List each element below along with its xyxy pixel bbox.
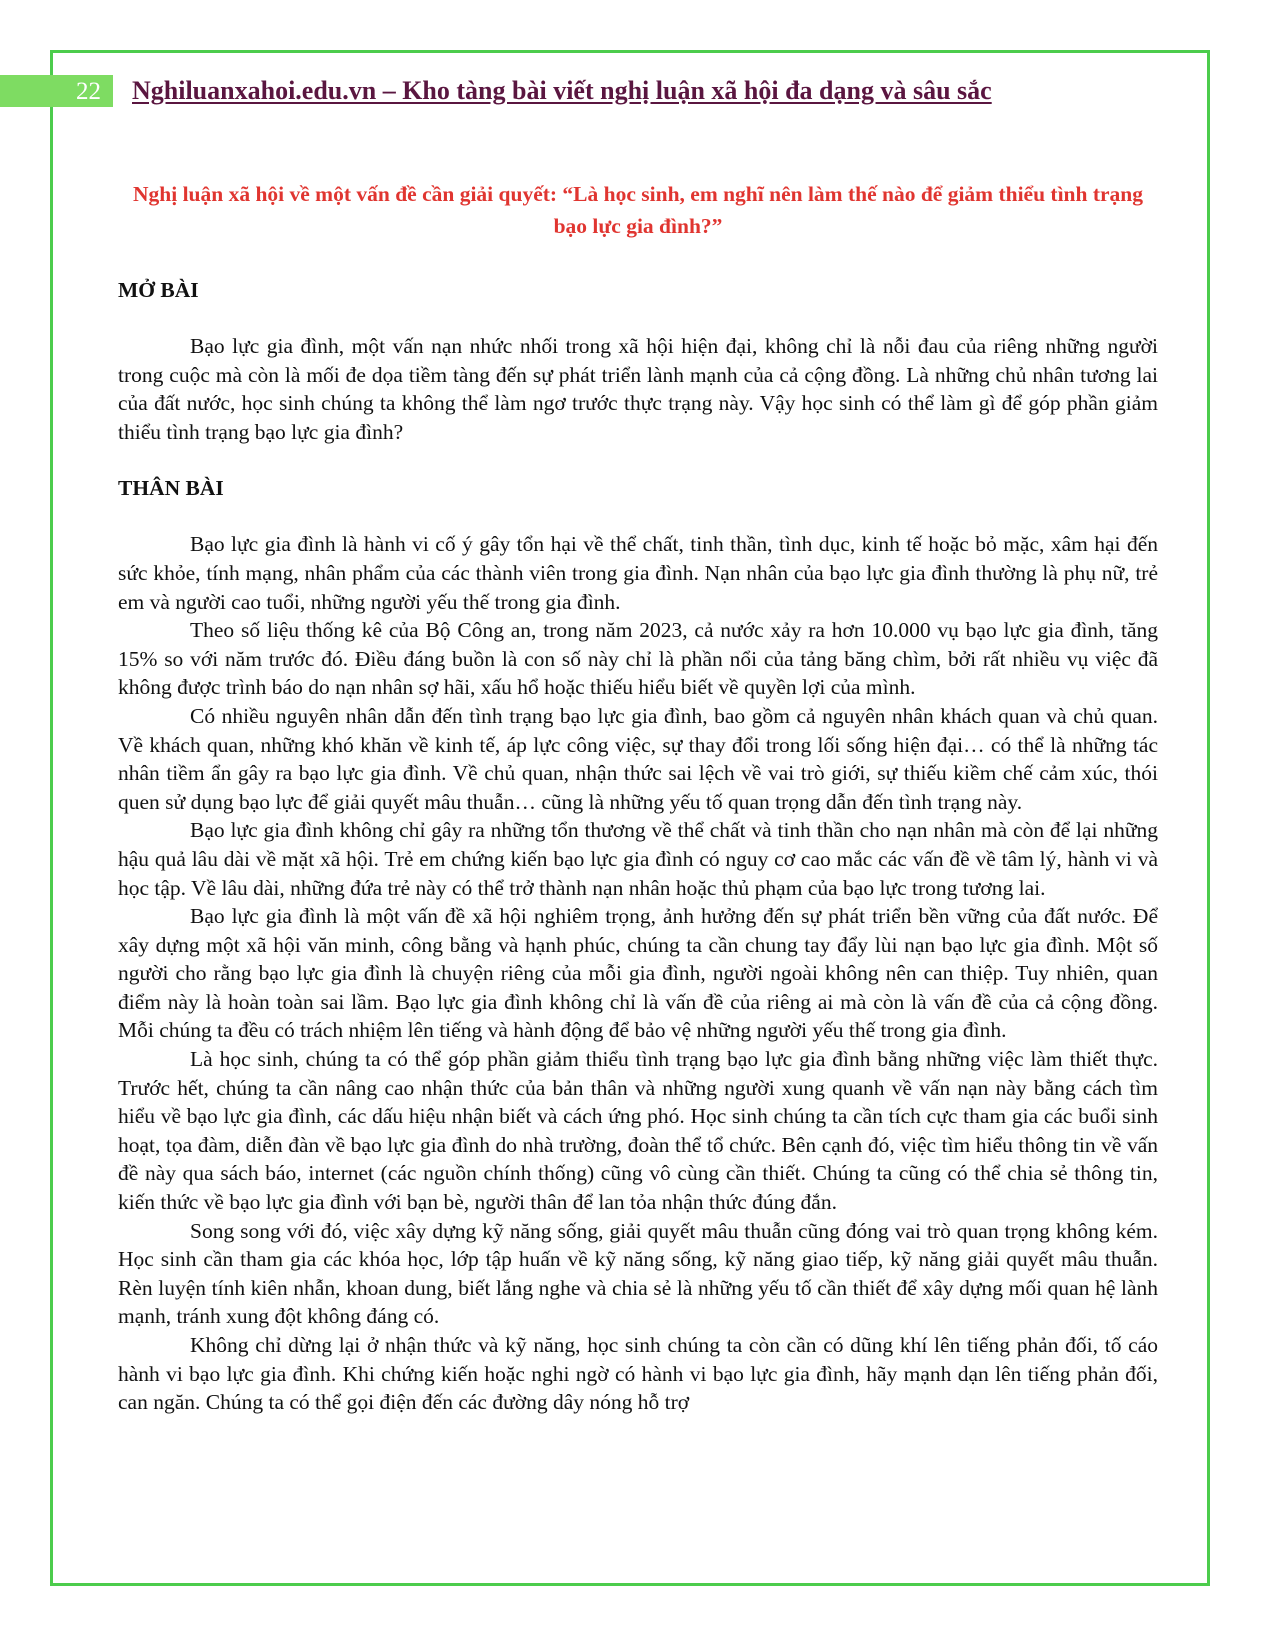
paragraph: Bạo lực gia đình là một vấn đề xã hội nghiêm trọng, ảnh hưởng đến sự phát triển bền vững của đất nước. Để xây dựng một xã hội văn minh, công bằng và hạnh phúc, chúng ta cần chung tay đẩy lùi nạn bạo lực gia đình. Một số người cho rằng bạo lực gia đình là chuyện riêng của mỗi gia đình, người ngoài không nên can thiệp. Tuy nhiên, quan điểm này là hoàn toàn sai lầm. Bạo lực gia đình không chỉ là vấn đề của riêng ai mà còn là vấn đề của cả cộng đồng. Mỗi chúng ta đều có trách nhiệm lên tiếng và hành động để bảo vệ những người yếu thế trong gia đình. — [118, 904, 1158, 1043]
document-title: Nghị luận xã hội về một vấn đề cần giải quyết: “Là học sinh, em nghĩ nên làm thế nào để giảm thiểu tình trạng bạo lực gia đình?” — [132, 182, 1144, 238]
paragraph: Song song với đó, việc xây dựng kỹ năng sống, giải quyết mâu thuẫn cũng đóng vai trò quan trọng không kém. Học sinh cần tham gia các khóa học, lớp tập huấn về kỹ năng sống, kỹ năng giao tiếp, kỹ năng giải quyết mâu thuẫn. Rèn luyện tính kiên nhẫn, khoan dung, biết lắng nghe và chia sẻ là những yếu tố cần thiết để xây dựng mối quan hệ lành mạnh, tránh xung đột không đáng có. — [118, 1218, 1158, 1329]
section-heading-body: THÂN BÀI — [118, 476, 224, 501]
page-number: 22 — [76, 77, 101, 105]
paragraph: Theo số liệu thống kê của Bộ Công an, trong năm 2023, cả nước xảy ra hơn 10.000 vụ bạo lực gia đình, tăng 15% so với năm trước đó. Điều đáng buồn là con số này chỉ là phần nổi của tảng băng chìm, bởi rất nhiều vụ việc đã không được trình báo do nạn nhân sợ hãi, xấu hổ hoặc thiếu hiểu biết về quyền lợi của mình. — [118, 618, 1158, 700]
paragraph: Bạo lực gia đình không chỉ gây ra những tổn thương về thể chất và tinh thần cho nạn nhân mà còn để lại những hậu quả lâu dài về mặt xã hội. Trẻ em chứng kiến bạo lực gia đình có nguy cơ cao mắc các vấn đề về tâm lý, hành vi và học tập. Về lâu dài, những đứa trẻ này có thể trở thành nạn nhân hoặc thủ phạm của bạo lực trong tương lai. — [118, 818, 1158, 900]
paragraph: Có nhiều nguyên nhân dẫn đến tình trạng bạo lực gia đình, bao gồm cả nguyên nhân khách quan và chủ quan. Về khách quan, những khó khăn về kinh tế, áp lực công việc, sự thay đổi trong lối sống hiện đại… có thể là những tác nhân tiềm ẩn gây ra bạo lực gia đình. Về chủ quan, nhận thức sai lệch về vai trò giới, sự thiếu kiềm chế cảm xúc, thói quen sử dụng bạo lực để giải quyết mâu thuẫn… cũng là những yếu tố quan trọng dẫn đến tình trạng này. — [118, 703, 1158, 814]
site-title-link[interactable]: Nghiluanxahoi.edu.vn – Kho tàng bài viết nghị luận xã hội đa dạng và sâu sắc — [132, 76, 992, 105]
document-body — [118, 178, 1158, 1417]
paragraph: Bạo lực gia đình, một vấn nạn nhức nhối trong xã hội hiện đại, không chỉ là nỗi đau của riêng những người trong cuộc mà còn là mối đe dọa tiềm tàng đến sự phát triển lành mạnh của cả cộng đồng. Là những chủ nhân tương lai của đất nước, học sinh chúng ta không thể làm ngơ trước thực trạng này. Vậy học sinh có thể làm gì để góp phần giảm thiểu tình trạng bạo lực gia đình? — [118, 334, 1158, 444]
section-intro — [118, 276, 1158, 446]
section-heading-intro: MỞ BÀI — [118, 278, 199, 302]
paragraph: Không chỉ dừng lại ở nhận thức và kỹ năng, học sinh chúng ta còn cần có dũng khí lên tiếng phản đối, tố cáo hành vi bạo lực gia đình. Khi chứng kiến hoặc nghi ngờ có hành vi bạo lực gia đình, hãy mạnh dạn lên tiếng phản đối, can ngăn. Chúng ta có thể gọi điện đến các đường dây nóng hỗ trợ — [118, 1333, 1158, 1415]
page-number-bar — [0, 75, 113, 107]
section-body — [118, 474, 1158, 1416]
paragraph: Bạo lực gia đình là hành vi cố ý gây tổn hại về thể chất, tinh thần, tình dục, kinh tế hoặc bỏ mặc, xâm hại đến sức khỏe, tính mạng, nhân phẩm của các thành viên trong gia đình. Nạn nhân của bạo lực gia đình thường là phụ nữ, trẻ em và người cao tuổi, những người yếu thế trong gia đình. — [118, 532, 1158, 614]
paragraph: Là học sinh, chúng ta có thể góp phần giảm thiểu tình trạng bạo lực gia đình bằng những việc làm thiết thực. Trước hết, chúng ta cần nâng cao nhận thức của bản thân và những người xung quanh về vấn nạn này bằng cách tìm hiểu về bạo lực gia đình, các dấu hiệu nhận biết và cách ứng phó. Học sinh chúng ta cần tích cực tham gia các buổi sinh hoạt, tọa đàm, diễn đàn về bạo lực gia đình do nhà trường, đoàn thể tổ chức. Bên cạnh đó, việc tìm hiểu thông tin về vấn đề này qua sách báo, internet (các nguồn chính thống) cũng vô cùng cần thiết. Chúng ta cũng có thể chia sẻ thông tin, kiến thức về bạo lực gia đình với bạn bè, người thân để lan tỏa nhận thức đúng đắn. — [118, 1047, 1158, 1215]
